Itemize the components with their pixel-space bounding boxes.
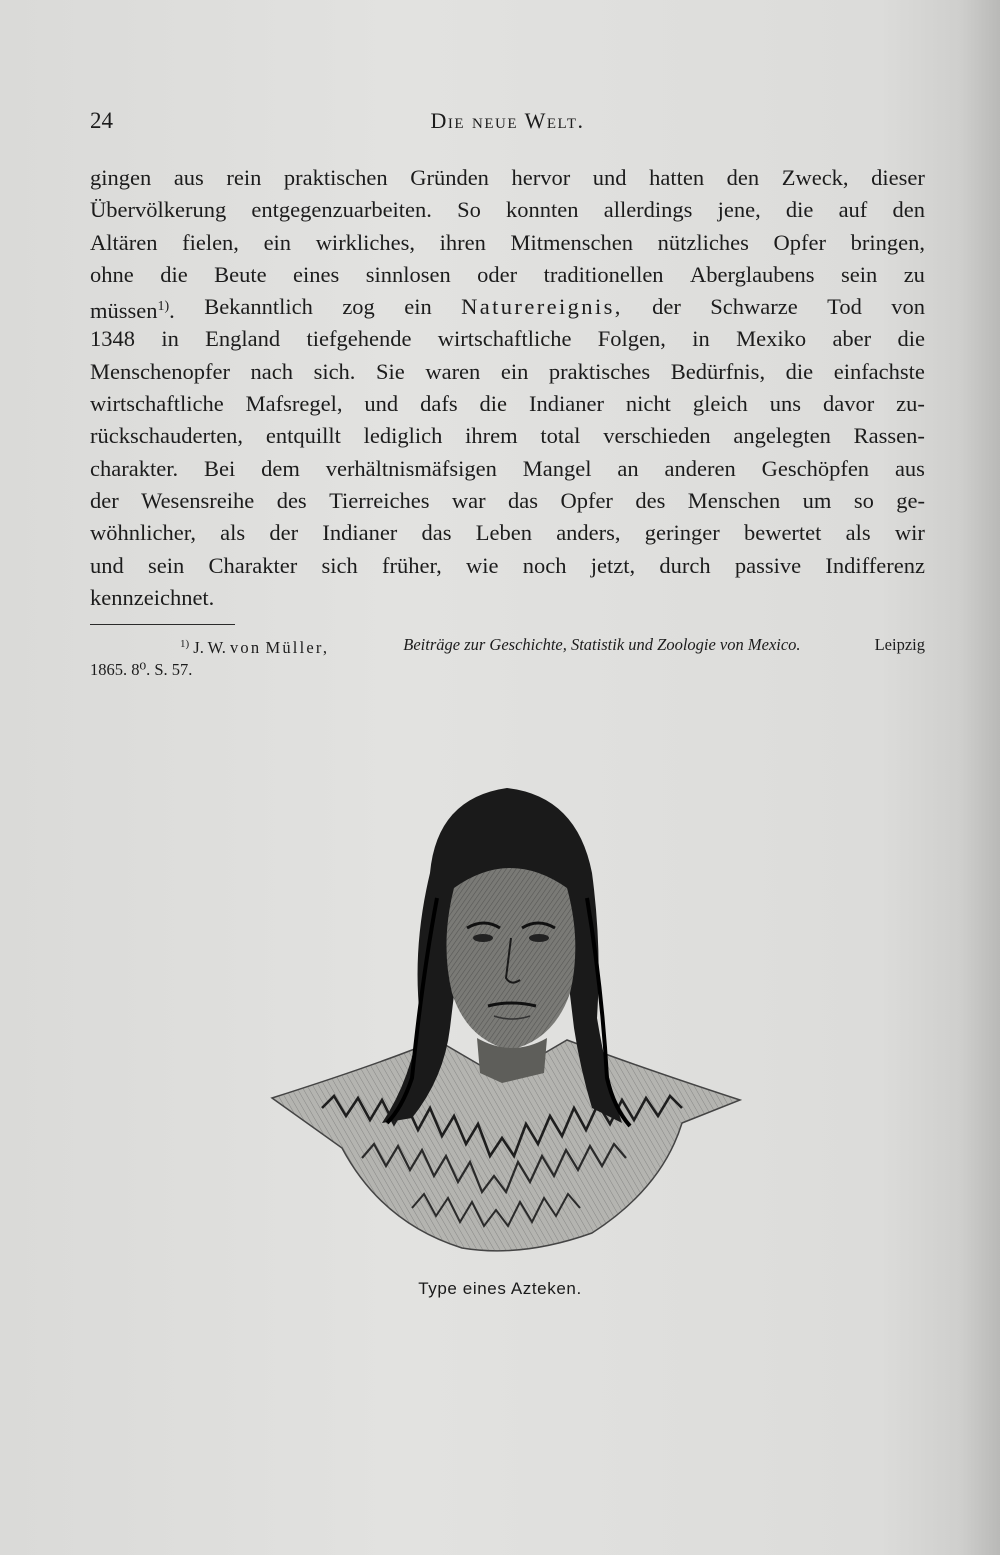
word: angelegten [733, 423, 831, 449]
word: ihren [439, 229, 486, 255]
word: tiefgehende [306, 326, 412, 352]
text-line [90, 194, 925, 226]
word: anders, [556, 520, 621, 546]
word: verhältnismäfsigen [325, 455, 497, 481]
word: Mitmenschen [510, 229, 634, 255]
text-line [90, 517, 925, 549]
word: eines [293, 261, 340, 287]
text-line [90, 453, 925, 485]
word: hatten [649, 165, 705, 190]
word: nützliches [657, 229, 749, 255]
word: Beute [214, 261, 267, 287]
word: zu [903, 261, 925, 287]
text-line [90, 356, 925, 388]
word: ein [500, 358, 529, 384]
word: die [785, 197, 814, 223]
footnote [90, 632, 925, 682]
word: Charakter [208, 552, 298, 578]
word: an [617, 455, 639, 481]
word: lediglich [363, 423, 443, 449]
word: und [90, 552, 124, 578]
word: sein [841, 261, 878, 287]
word: wirtschaftliche [437, 326, 572, 352]
word: der [269, 520, 299, 546]
text-line [90, 227, 925, 259]
word: wöhnlicher, [90, 520, 196, 546]
word: anderen [664, 455, 736, 481]
word: wir [894, 520, 925, 546]
word: die [785, 358, 814, 384]
punctuation: . [169, 298, 175, 324]
body-text [90, 162, 925, 614]
word: Sie [376, 358, 405, 384]
footnote-reference: 1) [157, 299, 170, 315]
word: So [457, 197, 481, 223]
word: ein [404, 294, 432, 320]
word: oder [477, 261, 518, 287]
word: Mangel [522, 455, 592, 481]
word: sich. [313, 358, 356, 384]
word: verschieden [603, 423, 711, 449]
word: müssen [90, 298, 158, 324]
spaced-emphasis-word: Naturereignis, [461, 294, 623, 320]
publication-details: 1865. 8⁰. S. 57. [90, 660, 193, 679]
word: Tod [827, 294, 862, 320]
word: durch [659, 552, 711, 578]
word: bringen, [850, 229, 925, 255]
text-line [90, 388, 925, 420]
text-line [90, 162, 925, 194]
word: Indifferenz [825, 552, 925, 578]
word: passive [734, 552, 802, 578]
word: dem [261, 455, 300, 481]
word: hervor [511, 165, 571, 190]
word: wie [466, 552, 499, 578]
word: ohne [90, 261, 134, 287]
footnote-marker: 1) [180, 638, 190, 650]
word: und [592, 165, 627, 190]
word: Geschöpfen [761, 455, 870, 481]
word: wirtschaftliche [90, 391, 224, 417]
word: Opfer [773, 229, 826, 255]
word: die [897, 326, 925, 352]
word: rein [226, 165, 262, 190]
footnote-ref-author [180, 632, 329, 657]
word: sein [148, 552, 185, 578]
publication-place: Leipzig [874, 635, 925, 654]
word: früher, [382, 552, 442, 578]
word: in [161, 326, 179, 352]
word: konnten [506, 197, 579, 223]
word: Indianer [528, 391, 604, 417]
word: die [160, 261, 188, 287]
word: ihrem [465, 423, 518, 449]
word: gingen [90, 165, 152, 190]
word: Indianer [322, 520, 398, 546]
word: aus [894, 455, 925, 481]
text-line-last [90, 582, 925, 614]
word: dafs [420, 391, 458, 417]
word: auf [838, 197, 868, 223]
word: Rassen- [853, 423, 925, 449]
word: einfachste [833, 358, 925, 384]
word: der [90, 487, 119, 513]
running-head [90, 108, 925, 138]
word: als [845, 520, 871, 546]
word: wirkliches, [315, 229, 416, 255]
word: war [451, 487, 486, 513]
word: des [635, 487, 666, 513]
word: Mexiko [736, 326, 807, 352]
word: den [726, 165, 760, 190]
word: dieser [871, 165, 925, 190]
figure-caption: Type eines Azteken. [418, 1279, 582, 1298]
footnote-line [90, 632, 925, 657]
word: sich [321, 552, 358, 578]
word: Mafsregel, [245, 391, 343, 417]
aztec-portrait-engraving [262, 778, 742, 1258]
word: die [479, 391, 508, 417]
word: England [205, 326, 281, 352]
word: praktisches [548, 358, 651, 384]
word: Tierreiches [329, 487, 430, 513]
text-line [90, 323, 925, 355]
word: fielen, [182, 229, 239, 255]
word-with-ref [90, 291, 175, 323]
word: entgegenzuarbeiten. [251, 197, 432, 223]
word: und [364, 391, 399, 417]
word: Übervölkerung [90, 197, 227, 223]
word: jene, [717, 197, 761, 223]
word: Bekanntlich [204, 294, 313, 320]
word: Aberglaubens [690, 261, 815, 287]
word: Bedürfnis, [670, 358, 766, 384]
running-title: Die neue Welt. [430, 108, 585, 133]
author-name: Müller, [265, 638, 330, 657]
word: als [220, 520, 246, 546]
text-line-with-footnote-ref [90, 291, 925, 323]
face [446, 868, 575, 1050]
word: aus [173, 165, 204, 190]
text-line [90, 550, 925, 582]
word: noch [522, 552, 567, 578]
word: Gründen [410, 165, 489, 190]
word: entquillt [265, 423, 341, 449]
author-initials: J. W. [193, 638, 226, 657]
word: davor [822, 391, 875, 417]
word: Wesensreihe [141, 487, 255, 513]
text-line [90, 485, 925, 517]
page-number: 24 [90, 108, 113, 133]
word: in [692, 326, 710, 352]
word: sinnlosen [365, 261, 451, 287]
word: Opfer [560, 487, 613, 513]
word: geringer [644, 520, 720, 546]
word: zog [342, 294, 375, 320]
word: nicht [625, 391, 671, 417]
word: den [892, 197, 925, 223]
word: praktischen [283, 165, 388, 190]
word: waren [425, 358, 481, 384]
word: Bei [203, 455, 236, 481]
cited-title: Beiträge zur Geschichte, Statistik und Zoologie von Mexico. [403, 635, 801, 654]
footnote-rule [90, 624, 235, 625]
word: allerdings [603, 197, 693, 223]
word: das [508, 487, 539, 513]
word: das [421, 520, 452, 546]
word: um [802, 487, 832, 513]
word: Zweck, [781, 165, 849, 190]
text-line [90, 420, 925, 452]
word: rückschauderten, [90, 423, 244, 449]
word: ein [263, 229, 292, 255]
text-line [90, 259, 925, 291]
word: traditionellen [543, 261, 664, 287]
word: des [276, 487, 307, 513]
footnote-line [90, 657, 925, 682]
word: kennzeichnet. [90, 584, 215, 610]
word: Menschenopfer [90, 358, 230, 384]
word: so [853, 487, 874, 513]
word: Menschen [687, 487, 781, 513]
word: total [540, 423, 581, 449]
author-particle: von [229, 638, 262, 657]
word: Folgen, [597, 326, 666, 352]
word: 1348 [90, 326, 135, 352]
word: nach [250, 358, 293, 384]
word: aber [832, 326, 872, 352]
word: Leben [475, 520, 532, 546]
word: der [652, 294, 681, 320]
word: Altären [90, 229, 158, 255]
word: charakter. [90, 455, 179, 481]
word: gleich [692, 391, 748, 417]
word: jetzt, [590, 552, 636, 578]
word: zu- [896, 391, 925, 417]
word: ge- [896, 487, 925, 513]
word: uns [769, 391, 802, 417]
word: Schwarze [710, 294, 798, 320]
word: bewertet [743, 520, 822, 546]
word: von [891, 294, 925, 320]
